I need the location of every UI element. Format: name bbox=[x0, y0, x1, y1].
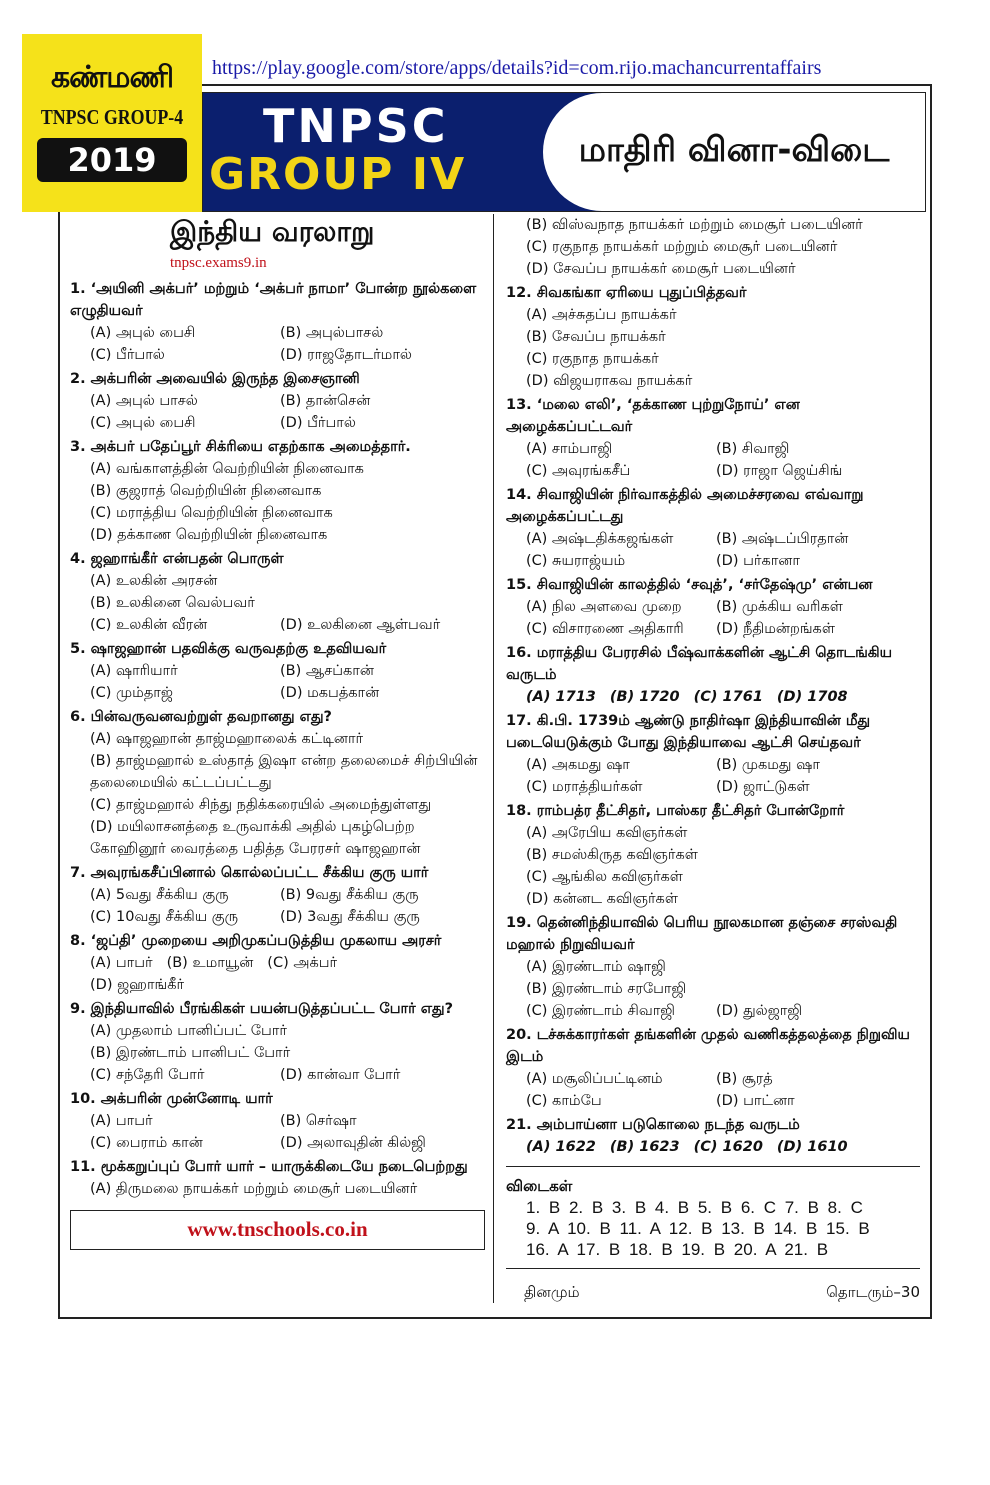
logo-group: TNPSC GROUP-4 bbox=[40, 105, 184, 129]
question-text: 8. ‘ஜப்தி’ முறையை அறிமுகப்படுத்திய முகலாய அரசர் bbox=[70, 933, 442, 949]
option: (A) இரண்டாம் ஷாஜி bbox=[526, 959, 666, 975]
answers-divider-top bbox=[506, 1166, 920, 1167]
options bbox=[506, 1068, 920, 1112]
option-row bbox=[526, 348, 920, 370]
answers-line: 1. B 2. B 3. B 4. B 5. B 6. C 7. B 8. C bbox=[526, 1198, 863, 1217]
option-row bbox=[526, 978, 920, 1000]
option-row bbox=[90, 502, 485, 524]
option: (D) ஜாட்டுகள் bbox=[716, 779, 810, 795]
logo-year: 2019 bbox=[37, 138, 187, 182]
question bbox=[506, 1114, 920, 1158]
option-row bbox=[526, 822, 920, 844]
options bbox=[506, 822, 920, 910]
option: (C) 10வது சீக்கிய குரு bbox=[90, 909, 239, 925]
question-text: 12. சிவகங்கா ஏரியை புதுப்பித்தவர் bbox=[506, 285, 747, 301]
options bbox=[506, 438, 920, 482]
option-row bbox=[526, 236, 920, 258]
question-text: 13. ‘மலை எலி’, ‘தக்காண புற்றுநோய்’ என அழைக்கப்பட்டவர் bbox=[506, 397, 800, 435]
option: (C) மராத்திய வெற்றியின் நினைவாக bbox=[90, 505, 333, 521]
options bbox=[70, 458, 485, 546]
left-column bbox=[60, 214, 494, 1303]
kanmani-logo bbox=[22, 34, 202, 212]
options bbox=[506, 304, 920, 392]
option-row bbox=[90, 682, 485, 704]
option: (B) சமஸ்கிருத கவிஞர்கள் bbox=[526, 847, 698, 863]
options bbox=[70, 322, 485, 366]
option: (D) சேவப்ப நாயக்கர் மைசூர் படையினர் bbox=[526, 261, 796, 277]
question bbox=[70, 436, 485, 546]
question bbox=[70, 368, 485, 434]
option-row bbox=[526, 866, 920, 888]
columns bbox=[60, 214, 930, 1303]
option-row bbox=[526, 844, 920, 866]
page-frame bbox=[58, 84, 932, 1319]
option: (A) அஷ்டதிக்கஜங்கள் bbox=[526, 531, 674, 547]
option: (C) மராத்தியர்கள் bbox=[526, 779, 643, 795]
right-column bbox=[494, 214, 930, 1303]
option-row bbox=[90, 322, 485, 344]
question-text: 1. ‘அயினி அக்பர்’ மற்றும் ‘அக்பர் நாமா’ போன்ற நூல்களை எழுதியவர் bbox=[70, 281, 477, 319]
option: (C) உலகின் வீரன் bbox=[90, 617, 208, 633]
option: (C) மும்தாஜ் bbox=[90, 685, 173, 701]
option: (D) 1708 bbox=[776, 689, 848, 705]
option-row bbox=[90, 344, 485, 366]
option-row bbox=[526, 596, 920, 618]
option: (D) மயிலாசனத்தை உருவாக்கி அதில் புகழ்பெற்ற கோஹினூர் வைரத்தை பதித்த பேரரசர் ஷாஜஹான் bbox=[90, 819, 421, 857]
options bbox=[506, 528, 920, 572]
option-row bbox=[526, 776, 920, 798]
option: (A) சாம்பாஜி bbox=[526, 441, 613, 457]
option: (D) பர்கானா bbox=[716, 553, 800, 569]
option: (D) பீர்பால் bbox=[280, 415, 356, 431]
option: (C) ரகுநாத நாயக்கர் மற்றும் மைசூர் படையினர் bbox=[526, 239, 838, 255]
option: (D) மகபத்கான் bbox=[280, 685, 380, 701]
option: (D) ஜஹாங்கீர் bbox=[90, 977, 185, 993]
option: (B) ஆசப்கான் bbox=[280, 663, 374, 679]
option-row bbox=[90, 592, 485, 614]
options bbox=[506, 956, 920, 1022]
answers-divider-bottom bbox=[506, 1268, 920, 1269]
question bbox=[70, 862, 485, 928]
header-banner bbox=[202, 92, 926, 212]
option: (D) ராஜா ஜெய்சிங் bbox=[716, 463, 843, 479]
option: (B) விஸ்வநாத நாயக்கர் மற்றும் மைசூர் படையினர் bbox=[526, 217, 863, 233]
option: (D) 3வது சீக்கிய குரு bbox=[280, 909, 420, 925]
option: (C) ரகுநாத நாயக்கர் bbox=[526, 351, 659, 367]
section-title: இந்திய வரலாறு bbox=[170, 215, 375, 248]
tnschools-link[interactable]: www.tnschools.co.in bbox=[70, 1210, 485, 1250]
question bbox=[506, 574, 920, 640]
option: (A) முதலாம் பானிப்பட் போர் bbox=[90, 1023, 287, 1039]
option: (D) அலாவுதின் கில்ஜி bbox=[280, 1135, 426, 1151]
answers-line: 16. A 17. B 18. B 19. B 20. A 21. B bbox=[526, 1240, 829, 1259]
option: (A) வங்காளத்தின் வெற்றியின் நினைவாக bbox=[90, 461, 364, 477]
option-row bbox=[526, 956, 920, 978]
option: (D) கன்னட கவிஞர்கள் bbox=[526, 891, 678, 907]
option-row bbox=[526, 438, 920, 460]
options bbox=[70, 390, 485, 434]
answers-block bbox=[506, 1175, 920, 1260]
option: (A) அபுல் பாசல் bbox=[90, 393, 198, 409]
question-text: 7. அவுரங்கசீப்பினால் கொல்லப்பட்ட சீக்கிய குரு யார் bbox=[70, 865, 429, 881]
question bbox=[506, 282, 920, 392]
question bbox=[506, 800, 920, 910]
option: (A) திருமலை நாயக்கர் மற்றும் மைசூர் படையினர் bbox=[90, 1181, 418, 1197]
option-row bbox=[90, 1042, 485, 1064]
option-row bbox=[90, 458, 485, 480]
option: (A) நில அளவை முறை bbox=[526, 599, 682, 615]
option-row bbox=[526, 1090, 920, 1112]
options bbox=[70, 1110, 485, 1154]
banner-title-1: TNPSC bbox=[263, 99, 449, 153]
option-row bbox=[526, 888, 920, 910]
options bbox=[70, 884, 485, 928]
question-text: 19. தென்னிந்தியாவில் பெரிய நூலகமான தஞ்சை சரஸ்வதி மஹால் நிறுவியவர் bbox=[506, 915, 898, 953]
footer-right: தொடரும்–30 bbox=[826, 1283, 920, 1301]
options bbox=[506, 754, 920, 798]
option: (B) செர்ஷா bbox=[280, 1113, 357, 1129]
option: (B) இரண்டாம் பானிபட் போர் bbox=[90, 1045, 291, 1061]
option: (C) இரண்டாம் சிவாஜி bbox=[526, 1003, 676, 1019]
question bbox=[70, 930, 485, 996]
question-text: 2. அக்பரின் அவையில் இருந்த இசைஞானி bbox=[70, 371, 360, 387]
option-row bbox=[90, 750, 485, 794]
option: (A) அபுல் பைசி bbox=[90, 325, 196, 341]
option-row bbox=[90, 816, 485, 860]
option-row bbox=[90, 524, 485, 546]
question-text: 10. அக்பரின் முன்னோடி யார் bbox=[70, 1091, 273, 1107]
question-text: 9. இந்தியாவில் பீரங்கிகள் பயன்படுத்தப்பட்ட போர் எது? bbox=[70, 1001, 453, 1017]
option-row bbox=[90, 728, 485, 750]
option: (B) அஷ்டப்பிரதான் bbox=[716, 531, 849, 547]
option-row bbox=[90, 1064, 485, 1086]
option: (D) தக்காண வெற்றியின் நினைவாக bbox=[90, 527, 328, 543]
option: (C) சுயராஜ்யம் bbox=[526, 553, 626, 569]
option: (C) சந்தேரி போர் bbox=[90, 1067, 205, 1083]
option: (C) அக்பர் bbox=[267, 955, 338, 971]
question-text: 11. மூக்கறுப்புப் போர் யார் – யாருக்கிடையே நடைபெற்றது bbox=[70, 1159, 468, 1175]
option-row bbox=[90, 570, 485, 592]
option-row bbox=[90, 794, 485, 816]
option: (C) அபுல் பைசி bbox=[90, 415, 196, 431]
option-row bbox=[90, 906, 485, 928]
question bbox=[506, 1024, 920, 1112]
options bbox=[70, 1020, 485, 1086]
option-row bbox=[526, 1000, 920, 1022]
question bbox=[506, 214, 920, 280]
option: (B) அபுல்பாசல் bbox=[280, 325, 384, 341]
option: (A) பாபர் bbox=[90, 955, 153, 971]
option: (A) பாபர் bbox=[90, 1113, 153, 1129]
option-row bbox=[526, 618, 920, 640]
question-text: 21. அம்பாய்னா படுகொலை நடந்த வருடம் bbox=[506, 1117, 800, 1133]
option: (B) சேவப்ப நாயக்கர் bbox=[526, 329, 666, 345]
options bbox=[70, 728, 485, 860]
option: (B) முகமது ஷா bbox=[716, 757, 820, 773]
options bbox=[70, 570, 485, 636]
option: (C) பைராம் கான் bbox=[90, 1135, 203, 1151]
option-row bbox=[526, 370, 920, 392]
section-header bbox=[70, 214, 485, 272]
question bbox=[70, 548, 485, 636]
options bbox=[506, 214, 920, 280]
option-row bbox=[90, 390, 485, 412]
left-questions bbox=[70, 278, 485, 1200]
question-text: 18. ராம்பத்ர தீட்சிதர், பாஸ்கர தீட்சிதர் போன்றோர் bbox=[506, 803, 845, 819]
option: (D) நீதிமன்றங்கள் bbox=[716, 621, 835, 637]
question bbox=[70, 278, 485, 366]
banner-title-2: GROUP IV bbox=[209, 149, 467, 200]
question bbox=[70, 1088, 485, 1154]
footer-left: தினமும் bbox=[524, 1283, 580, 1301]
question-text: 3. அக்பர் பதேப்பூர் சிக்ரியை எதற்காக அமைத்தார். bbox=[70, 439, 411, 455]
option-row bbox=[526, 550, 920, 572]
play-store-link[interactable]: https://play.google.com/store/apps/details?id=com.rijo.machancurrentaffairs bbox=[212, 57, 822, 79]
option: (A) அகமது ஷா bbox=[526, 757, 630, 773]
question-text: 4. ஜஹாங்கீர் என்பதன் பொருள் bbox=[70, 551, 284, 567]
option: (D) 1610 bbox=[776, 1139, 848, 1155]
option: (D) உலகினை ஆள்பவர் bbox=[280, 617, 441, 633]
answers-line: 9. A 10. B 11. A 12. B 13. B 14. B 15. B bbox=[526, 1219, 870, 1238]
option: (B) முக்கிய வரிகள் bbox=[716, 599, 843, 615]
option: (B) தான்சென் bbox=[280, 393, 371, 409]
option: (A) 1713 bbox=[526, 689, 596, 705]
option: (A) அரேபிய கவிஞர்கள் bbox=[526, 825, 688, 841]
options bbox=[506, 1136, 920, 1158]
option: (B) உமாயூன் bbox=[166, 955, 254, 971]
option-row bbox=[90, 974, 485, 996]
option: (C) 1761 bbox=[693, 689, 763, 705]
options bbox=[70, 660, 485, 704]
question-text: 15. சிவாஜியின் காலத்தில் ‘சவுத்’, ‘சர்தேஷ்மு’ என்பன bbox=[506, 577, 873, 593]
option: (C) விசாரணை அதிகாரி bbox=[526, 621, 684, 637]
option: (A) உலகின் அரசன் bbox=[90, 573, 218, 589]
option-row bbox=[90, 660, 485, 682]
banner-tamil-title: மாதிரி வினா-விடை bbox=[543, 93, 925, 211]
exams9-watermark: tnpsc.exams9.in bbox=[170, 255, 267, 271]
option: (C) காம்பே bbox=[526, 1093, 602, 1109]
answers-heading: விடைகள் bbox=[506, 1177, 573, 1195]
question-text: 6. பின்வருவனவற்றுள் தவறானது எது? bbox=[70, 709, 332, 725]
option-row bbox=[90, 884, 485, 906]
option-row bbox=[90, 1132, 485, 1154]
question bbox=[70, 638, 485, 704]
option: (D) விஜயராகவ நாயக்கர் bbox=[526, 373, 693, 389]
option: (B) 1623 bbox=[609, 1139, 680, 1155]
question-text: 20. டச்சுக்காரர்கள் தங்களின் முதல் வணிகத்தலத்தை நிறுவிய இடம் bbox=[506, 1027, 910, 1065]
question bbox=[70, 706, 485, 860]
option: (B) 1720 bbox=[609, 689, 680, 705]
option-row bbox=[526, 460, 920, 482]
option-row bbox=[90, 1110, 485, 1132]
option: (A) 5வது சீக்கிய குரு bbox=[90, 887, 229, 903]
option: (B) 9வது சீக்கிய குரு bbox=[280, 887, 419, 903]
option: (B) உலகினை வெல்பவர் bbox=[90, 595, 255, 611]
option: (B) சிவாஜி bbox=[716, 441, 790, 457]
option-row bbox=[90, 952, 485, 974]
option: (A) ஷாஜஹான் தாஜ்மஹாலைக் கட்டினார் bbox=[90, 731, 364, 747]
footer bbox=[506, 1277, 920, 1303]
question-text: 16. மராத்திய பேரரசில் பீஷ்வாக்களின் ஆட்சி தொடங்கிய வருடம் bbox=[506, 645, 893, 683]
option: (B) குஜராத் வெற்றியின் நினைவாக bbox=[90, 483, 322, 499]
question bbox=[506, 710, 920, 798]
option: (D) பாட்னா bbox=[716, 1093, 795, 1109]
option-row bbox=[90, 412, 485, 434]
option-row bbox=[90, 1020, 485, 1042]
option: (D) ராஜதோடர்மால் bbox=[280, 347, 412, 363]
option-row bbox=[526, 304, 920, 326]
option: (C) ஆங்கில கவிஞர்கள் bbox=[526, 869, 683, 885]
right-questions bbox=[506, 214, 920, 1158]
question-text: 5. ஷாஜஹான் பதவிக்கு வருவதற்கு உதவியவர் bbox=[70, 641, 387, 657]
options bbox=[506, 686, 920, 708]
question-text: 14. சிவாஜியின் நிர்வாகத்தில் அமைச்சரவை எவ்வாறு அழைக்கப்பட்டது bbox=[506, 487, 864, 525]
logo-brand: கண்மணி bbox=[50, 60, 174, 95]
option: (C) தாஜ்மஹால் சிந்து நதிக்கரையில் அமைந்துள்ளது bbox=[90, 797, 432, 813]
question-text: 17. கி.பி. 1739ம் ஆண்டு நாதிர்ஷா இந்தியாவின் மீது படையெடுக்கும் போது இந்தியாவை ஆட்சி செய்தவர் bbox=[506, 713, 871, 751]
option-row bbox=[526, 326, 920, 348]
option: (D) கான்வா போர் bbox=[280, 1067, 401, 1083]
option: (A) அச்சுதப்ப நாயக்கர் bbox=[526, 307, 677, 323]
option-row bbox=[90, 1178, 485, 1200]
option: (B) தாஜ்மஹால் உஸ்தாத் இஷா என்ற தலைமைச் சிற்பியின் தலைமையில் கட்டப்பட்டது bbox=[90, 753, 478, 791]
options bbox=[506, 596, 920, 640]
question bbox=[506, 912, 920, 1022]
option: (C) 1620 bbox=[693, 1139, 763, 1155]
question bbox=[506, 394, 920, 482]
option-row bbox=[526, 754, 920, 776]
option-row bbox=[90, 614, 485, 636]
option: (A) ஷாரியார் bbox=[90, 663, 178, 679]
option: (A) 1622 bbox=[526, 1139, 596, 1155]
option: (C) பீர்பால் bbox=[90, 347, 165, 363]
question bbox=[506, 484, 920, 572]
options bbox=[70, 952, 485, 996]
option: (B) இரண்டாம் சரபோஜி bbox=[526, 981, 687, 997]
options bbox=[70, 1178, 485, 1200]
option: (D) துல்ஜாஜி bbox=[716, 1003, 803, 1019]
option-row bbox=[526, 1068, 920, 1090]
option-row bbox=[526, 1136, 920, 1158]
question bbox=[70, 998, 485, 1086]
option-row bbox=[526, 686, 920, 708]
option: (A) மசூலிப்பட்டினம் bbox=[526, 1071, 663, 1087]
option-row bbox=[90, 480, 485, 502]
option-row bbox=[526, 258, 920, 280]
option: (B) சூரத் bbox=[716, 1071, 773, 1087]
question bbox=[506, 642, 920, 708]
option-row bbox=[526, 528, 920, 550]
option: (C) அவுரங்கசீப் bbox=[526, 463, 631, 479]
question bbox=[70, 1156, 485, 1200]
option-row bbox=[526, 214, 920, 236]
